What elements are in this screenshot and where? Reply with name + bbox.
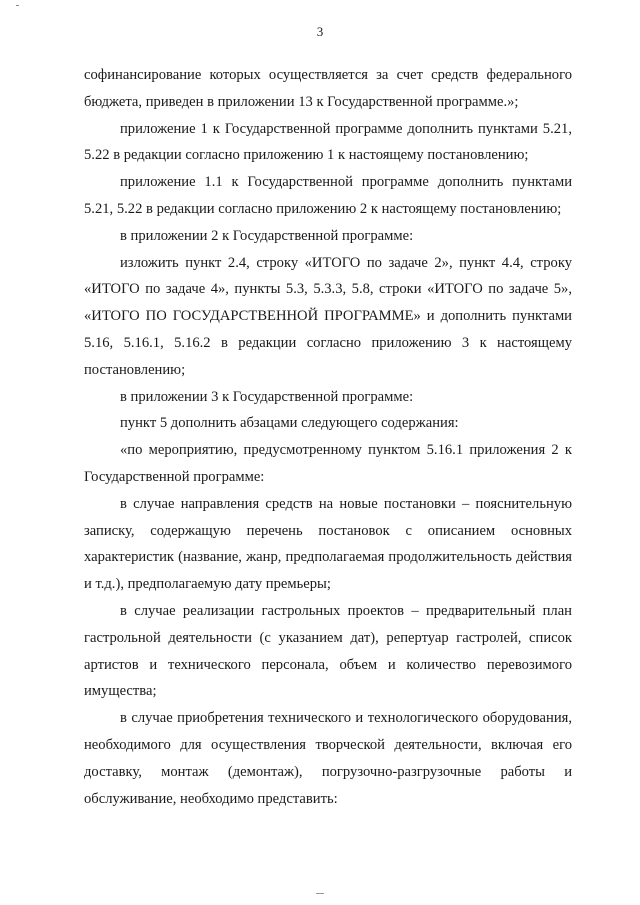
- document-body: [84, 62, 572, 812]
- paragraph-new-productions: в случае направления средств на новые постановки – пояснительную записку, содержащую перечень постановок с описанием основных характеристик (название, жанр, предполагаемая продолжительность действия и т.д.), предполагаемую дату премьеры;: [84, 495, 572, 593]
- scan-artifact-top: [16, 5, 19, 6]
- paragraph-appendix-1: приложение 1 к Государственной программе дополнить пунктами 5.21, 5.22 в редакции согласно приложению 1 к настоящему постановлению;: [84, 120, 572, 164]
- scan-artifact-bottom: [316, 893, 324, 894]
- paragraph-item-5: пункт 5 дополнить абзацами следующего содержания:: [120, 415, 459, 432]
- paragraph-appendix-1-1: приложение 1.1 к Государственной программе дополнить пунктами 5.21, 5.22 в редакции согласно приложению 2 к настоящему постановлению;: [84, 174, 572, 217]
- page-number: 3: [316, 24, 324, 39]
- paragraph-appendix-3-intro: в приложении 3 к Государственной программе:: [120, 388, 414, 405]
- paragraph-equipment: в случае приобретения технического и технологического оборудования, необходимого для осуществления творческой деятельности, включая его доставку, монтаж (демонтаж), погрузочно-разгрузочные работы и обслуживание, необходимо представить:: [84, 710, 572, 807]
- paragraph-continuation: софинансирование которых осуществляется за счет средств федерального бюджета, приведен в приложении 13 к Государственной программе.»;: [84, 67, 572, 110]
- paragraph-appendix-2-intro: в приложении 2 к Государственной программе:: [120, 227, 414, 244]
- paragraph-appendix-2-changes: изложить пункт 2.4, строку «ИТОГО по задаче 2», пункт 4.4, строку «ИТОГО по задаче 4», пункты 5.3, 5.3.3, 5.8, строки «ИТОГО по задаче 5», «ИТОГО ПО ГОСУДАРСТВЕННОЙ ПРОГРАММЕ» и дополнить пунктами 5.16, 5.16.1, 5.16.2 в редакции согласно приложению 3 к настоящему постановлению;: [84, 254, 572, 378]
- paragraph-measure-5-16-1: «по мероприятию, предусмотренному пунктом 5.16.1 приложения 2 к Государственной программе:: [84, 442, 572, 485]
- paragraph-tour-projects: в случае реализации гастрольных проектов – предварительный план гастрольной деятельности (с указанием дат), репертуар гастролей, список артистов и технического персонала, объем и количество перевозимого имущества;: [84, 602, 572, 700]
